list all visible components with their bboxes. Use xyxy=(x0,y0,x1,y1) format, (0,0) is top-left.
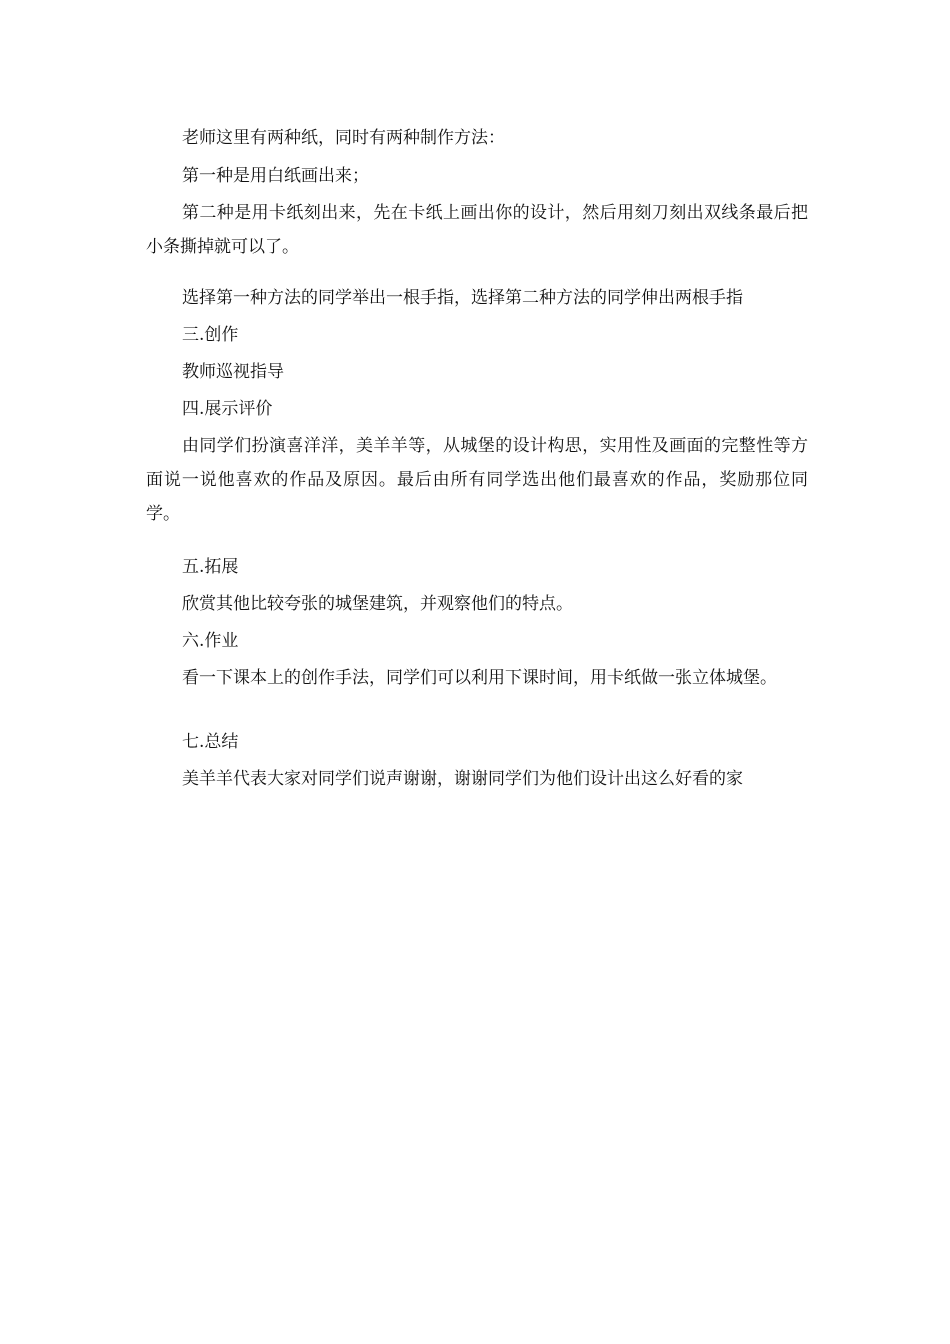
paragraph-method-one: 第一种是用白纸画出来； xyxy=(182,166,369,186)
heading-summary: 七.总结 xyxy=(182,732,239,752)
paragraph-homework: 看一下课本上的创作手法，同学们可以利用下课时间，用卡纸做一张立体城堡。 xyxy=(182,668,777,688)
heading-extension: 五.拓展 xyxy=(182,557,239,577)
heading-display-evaluate: 四.展示评价 xyxy=(182,399,273,419)
paragraph-method-two: 第二种是用卡纸刻出来，先在卡纸上画出你的设计，然后用刻刀刻出双线条最后把小条撕掉就可以了。 xyxy=(146,203,808,257)
heading-homework: 六.作业 xyxy=(182,631,239,651)
paragraph-teacher-guide: 教师巡视指导 xyxy=(182,362,284,382)
heading-create: 三.创作 xyxy=(182,325,239,345)
paragraph-extension: 欣赏其他比较夸张的城堡建筑，并观察他们的特点。 xyxy=(182,594,573,614)
paragraph-intro: 老师这里有两种纸，同时有两种制作方法： xyxy=(182,128,505,148)
paragraph-choose-method: 选择第一种方法的同学举出一根手指，选择第二种方法的同学伸出两根手指 xyxy=(182,288,743,308)
paragraph-evaluation: 由同学们扮演喜洋洋，美羊羊等，从城堡的设计构思，实用性及画面的完整性等方面说一说他喜欢的作品及原因。最后由所有同学选出他们最喜欢的作品，奖励那位同学。 xyxy=(146,436,808,524)
paragraph-summary: 美羊羊代表大家对同学们说声谢谢，谢谢同学们为他们设计出这么好看的家 xyxy=(182,769,743,789)
